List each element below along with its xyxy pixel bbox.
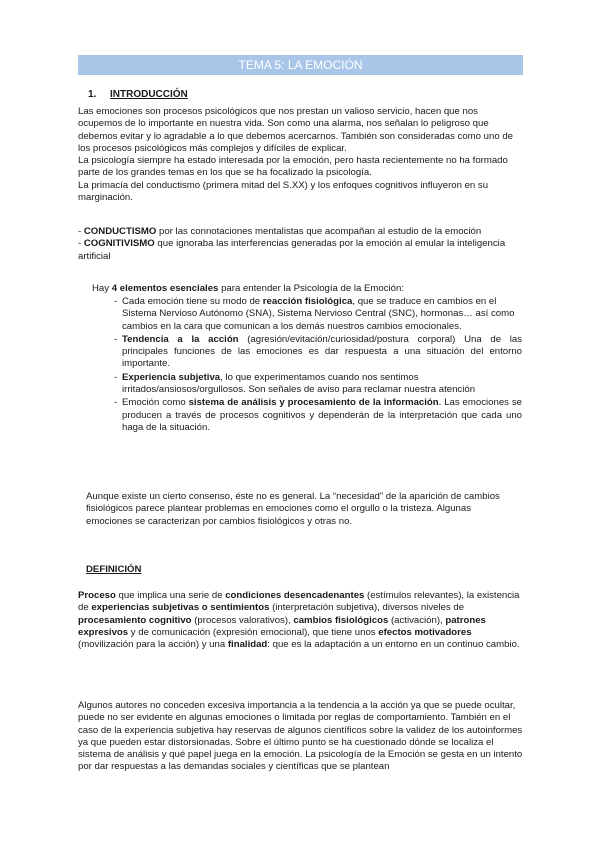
- bold-text: condiciones desencadenantes: [225, 590, 365, 601]
- text: (movilización para la acción) y una: [78, 639, 228, 651]
- list-item: [114, 397, 522, 434]
- bold-text: cambios fisiológicos: [293, 614, 389, 626]
- intro-paragraph: La psicología siempre ha estado interesada por la emoción, pero hasta recientemente no ha formado parte de los grandes temas en los que se ha focalizado la psicología.: [78, 155, 508, 179]
- text: Emoción como: [122, 397, 189, 409]
- text: (interpretación subjetiva), diversos niveles de: [269, 602, 465, 614]
- school-item: [78, 226, 523, 238]
- bold-text: experiencias subjetivas o sentimientos: [91, 602, 270, 614]
- bold-text: procesamiento cognitivo: [78, 614, 192, 626]
- list-item: [114, 372, 522, 397]
- bold-text: patrones expresivos: [78, 614, 486, 638]
- bold-text: finalidad: [227, 639, 268, 651]
- school-name: CONDUCTISMO: [83, 226, 157, 237]
- document-title: TEMA 5: LA EMOCIÓN: [78, 55, 523, 75]
- section-number: 1.: [88, 89, 97, 100]
- section-heading-definicion: DEFINICIÓN: [86, 564, 142, 575]
- section-title: INTRODUCCIÓN: [110, 89, 188, 100]
- dash: -: [78, 226, 84, 237]
- consensus-paragraph: Aunque existe un cierto consenso, éste no es general. La “necesidad” de la aparición de cambios fisiológicos parece plantear problemas en emociones como el orgullo o la tristeza. Algunas emociones se caracterizan por cambios fisiológicos y otras no.: [86, 491, 500, 527]
- text: para entender la Psicología de la Emoción:: [218, 283, 404, 294]
- bold-text: Tendencia a la acción: [122, 333, 239, 345]
- bold-text: sistema de análisis y procesamiento de la información: [188, 397, 439, 409]
- bold-text: 4 elementos esenciales: [111, 283, 219, 294]
- bold-text: efectos motivadores: [378, 626, 472, 638]
- bold-text: reacción fisiológica: [262, 296, 353, 307]
- text: (activación),: [388, 614, 446, 626]
- text: y de comunicación (expresión emocional), que tiene unos: [128, 626, 379, 638]
- text: que implica una serie de: [115, 590, 226, 601]
- section-heading-introduccion: [88, 89, 188, 101]
- bold-text: Experiencia subjetiva: [122, 371, 221, 383]
- school-name: COGNITIVISMO: [83, 238, 155, 250]
- school-text: por las connotaciones mentalistas que acompañan al estudio de la emoción: [156, 226, 482, 237]
- text: : que es la adaptación a un entorno en un continuo cambio.: [267, 639, 520, 651]
- intro-paragraph: Las emociones son procesos psicológicos que nos prestan un valioso servicio, hacen que nos ocupemos de lo importante en nuestra vida. Son como una alarma, nos señalan lo peligroso que debemos evitar y lo agradable a lo que debemos acercarnos. También son consideradas como uno de los procesos psicológicos más complejos y difíciles de explicar.: [78, 106, 514, 154]
- text: (estímulos relevantes), la existencia de: [78, 590, 520, 614]
- elements-intro: [92, 283, 522, 295]
- text: Cada emoción tiene su modo de: [122, 296, 263, 307]
- definition-paragraph: [78, 590, 523, 651]
- schools-list: [78, 226, 523, 263]
- dash: -: [78, 238, 84, 250]
- authors-paragraph: Algunos autores no conceden excesiva importancia a la tendencia a la acción ya que se puede ocultar, puede no ser evidente en algunas emociones o limitada por reglas de comportamiento. También en el caso de la experiencia subjetiva hay reservas de algunos científicos sobre la validez de los autoinformes ya que pueden estar distorsionadas. Sobre el último punto se ha cuestionado dónde se localiza el sistema de análisis y qué papel juega en la emoción. La psicología de la Emoción se gesta en un intento por dar respuestas a las demandas sociales y científicas que se plantean: [78, 700, 523, 773]
- elements-list: [114, 296, 522, 435]
- intro-paragraph: La primacía del conductismo (primera mitad del S.XX) y los enfoques cognitivos influyeron en su marginación.: [78, 179, 489, 204]
- school-item: [78, 238, 523, 263]
- list-item: [114, 296, 522, 333]
- text: , lo que experimentamos cuando nos sentimos irritados/ansiosos/orgullosos. Son señales de aviso para reclamar nuestra atención: [122, 371, 476, 396]
- text: . Las emociones se producen a través de procesos cognitivos y dependerán de la interpretación que cada uno haga de la situación.: [122, 397, 522, 433]
- list-item: [114, 334, 522, 371]
- text: Hay: [92, 283, 112, 294]
- bold-text: Proceso: [78, 590, 116, 601]
- school-text: que ignoraba las interferencias generadas por la emoción al emular la inteligencia artificial: [78, 238, 506, 262]
- text: (agresión/evitación/curiosidad/postura corporal) Una de las principales funciones de las emociones es dar respuesta a una situación del entorno importante.: [122, 333, 522, 370]
- intro-block: [78, 106, 523, 204]
- text: , que se traduce en cambios en el Sistema Nervioso Autónomo (SNA), Sistema Nervioso Central (SNC), hormonas… así como cambios en la cara que comunican a los demás nuestros cambios emocionales.: [122, 296, 515, 332]
- text: (procesos valorativos),: [191, 614, 294, 626]
